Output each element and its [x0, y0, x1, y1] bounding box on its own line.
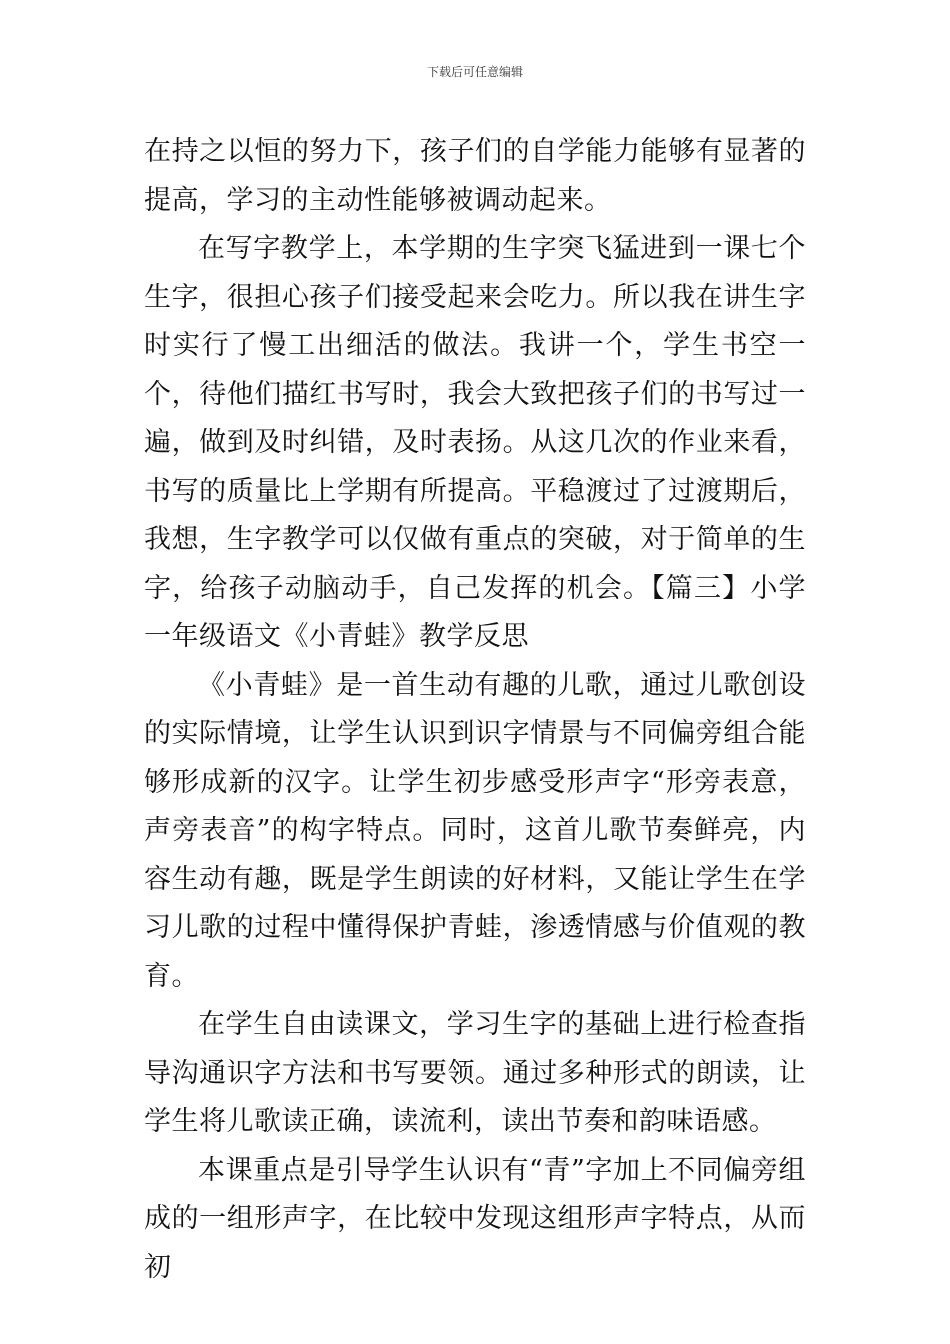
page-header: 下载后可任意编辑: [426, 65, 523, 79]
paragraph-continuation: 在持之以恒的努力下，孩子们的自学能力能够有显著的提高，学习的主动性能够被调动起来。: [144, 136, 806, 216]
paragraph-free-reading: 在学生自由读课文，学习生字的基础上进行检查指导沟通识字方法和书写要领。通过多种形式的朗读，让学生将儿歌读正确，读流利，读出节奏和韵味语感。: [144, 1009, 806, 1137]
paragraph-little-frog-intro: 《小青蛙》是一首生动有趣的儿歌，通过儿歌创设的实际情境，让学生认识到识字情景与不同偏旁组合能够形成新的汉字。让学生初步感受形声字“形旁表意，声旁表音”的构字特点。同时，这首儿歌节奏鲜亮，内容生动有趣，既是学生朗读的好材料，又能让学生在学习儿歌的过程中懂得保护青蛙，渗透情感与价值观的教育。: [144, 669, 806, 992]
document-body: [144, 128, 806, 1292]
paragraph-writing-teaching: 在写字教学上，本学期的生字突飞猛进到一课七个生字，很担心孩子们接受起来会吃力。所以我在讲生字时实行了慢工出细活的做法。我讲一个，学生书空一个，待他们描红书写时，我会大致把孩子们的书写过一遍，做到及时纠错，及时表扬。从这几次的作业来看，书写的质量比上学期有所提高。平稳渡过了过渡期后，我想，生字教学可以仅做有重点的突破，对于简单的生字，给孩子动脑动手，自己发挥的机会。【篇三】小学一年级语文《小青蛙》教学反思: [144, 233, 806, 652]
paragraph-lesson-focus: 本课重点是引导学生认识有“青”字加上不同偏旁组成的一组形声字，在比较中发现这组形声字特点，从而初: [144, 1154, 806, 1283]
